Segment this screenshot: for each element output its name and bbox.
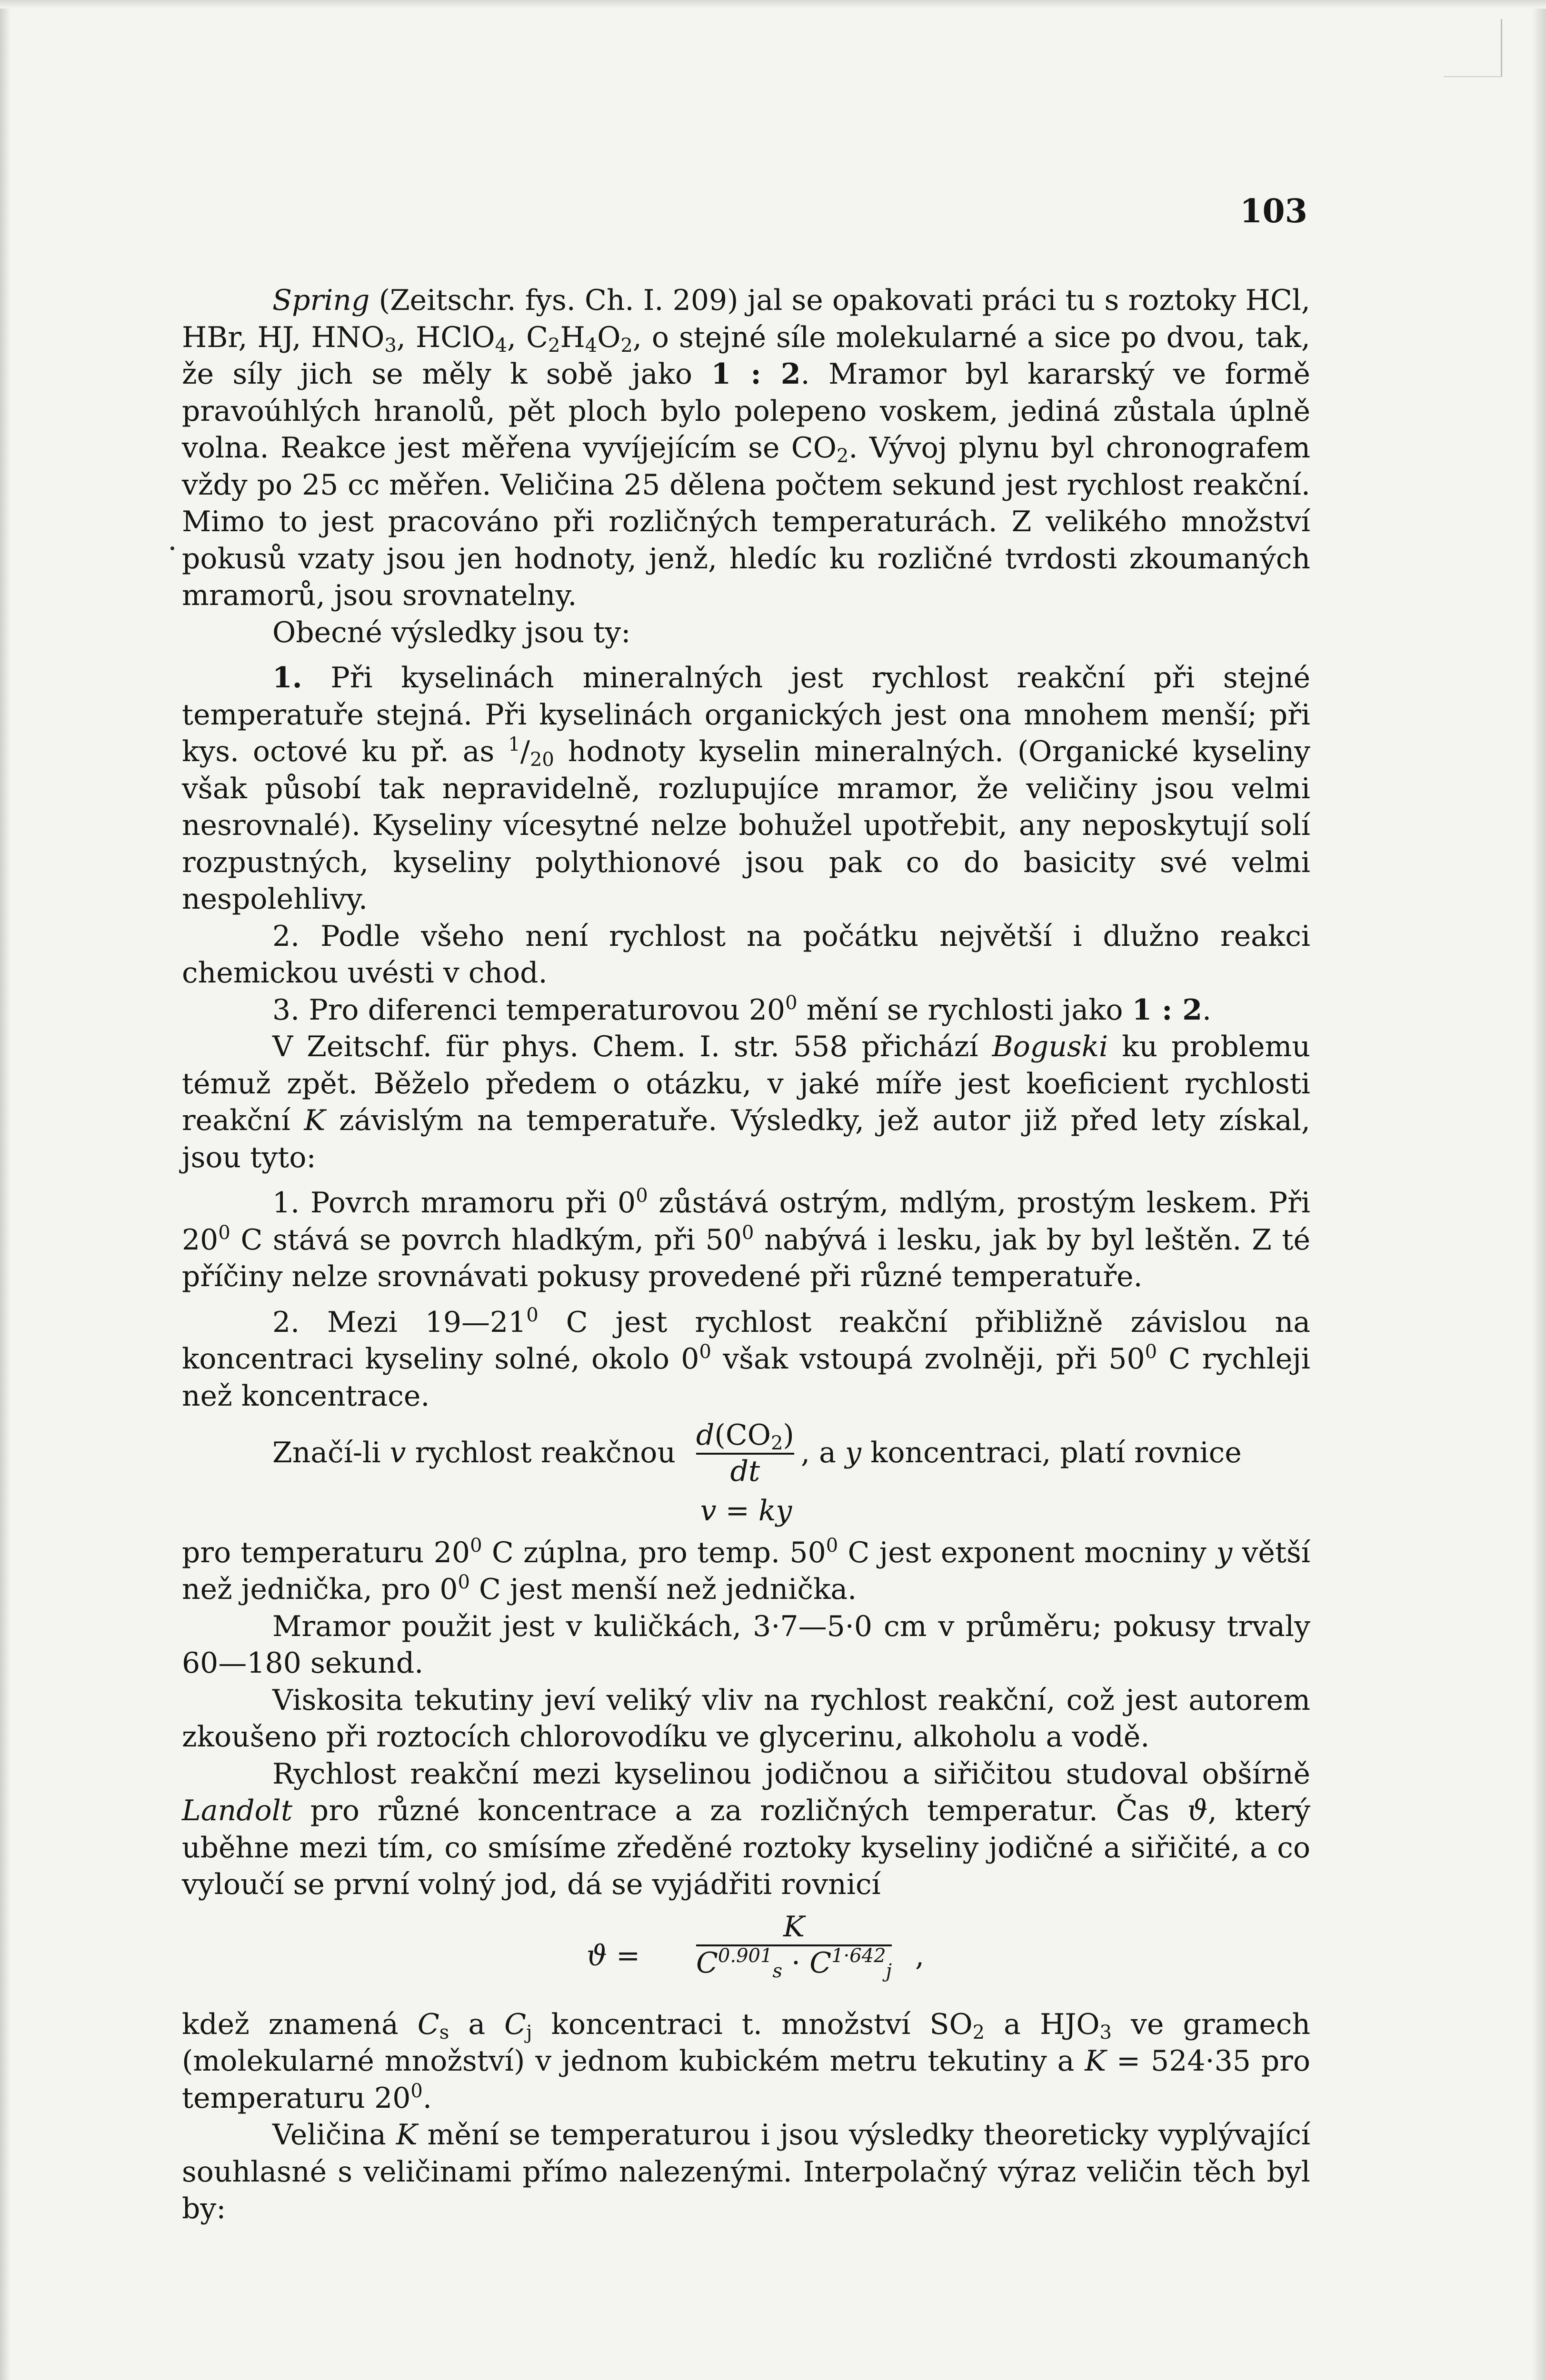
paragraph-viscosity: Viskosita tekutiny jeví veliký vliv na rychlost reakční, což jest autorem zkoušeno při roztocích chlorovodíku ve glycerinu, alkoholu a vodě. bbox=[182, 1683, 1310, 1754]
fraction-denominator: dt bbox=[730, 1455, 760, 1488]
paragraph-result-1: 1. Při kyselinách mineralných jest rychlost reakční při stejné temperatuře stejná. Při kyselinách organických jest ona mnohem menší; při kys. octové ku př. as $^1/_{20}$ hodnoty kyselin mineralných. (Organické kyseliny však působí tak nepravidelně, rozlupujíce mramor, že veličiny jsou velmi nesrovnalé). Kyseliny vícesytné nelze bohužel upotřebit, any neposkytují solí rozpustných, kyseliny polythionové jsou pak co do basicity své velmi nespolehlivy. bbox=[182, 661, 1310, 916]
variable: C bbox=[504, 2007, 527, 2041]
text: , který uběhne mezi tím, co smísíme zředěné roztoky kyseliny jodičné a siřičité, a co vyloučí se první volný jod, dá se vyjádřiti rovnicí bbox=[182, 1794, 1311, 1901]
scan-edge-left bbox=[0, 0, 10, 2380]
paragraph-result-3 bbox=[182, 992, 1310, 1029]
subscript: 4 bbox=[495, 334, 508, 357]
text: Rychlost reakční mezi kyselinou jodičnou a siřičitou studoval obšírně bbox=[272, 1757, 1310, 1791]
text: však vstoupá zvolněji, při 50 bbox=[711, 1342, 1145, 1376]
author-name: Boguski bbox=[992, 1030, 1108, 1063]
subscript: s bbox=[772, 1960, 782, 1982]
fraction-denominator: 20 bbox=[529, 749, 554, 771]
author-name: Landolt bbox=[182, 1794, 293, 1827]
text: závislým na temperatuře. Výsledky, jež autor již před lety získal, jsou tyto: bbox=[182, 1104, 1310, 1174]
text: (CO bbox=[714, 1418, 771, 1452]
text: , HClO bbox=[396, 320, 495, 354]
text: C jest exponent mocniny bbox=[838, 1536, 1217, 1569]
subscript: 3 bbox=[1099, 2021, 1112, 2043]
text: C jest rychlost reakční přibližně závislou na koncentraci kyseliny solné, okolo 0 bbox=[182, 1305, 1310, 1376]
exponent: 0.901 bbox=[718, 1944, 773, 1967]
text: 2. Mezi 19—21 bbox=[272, 1305, 527, 1339]
text: koncentraci, platí rovnice bbox=[861, 1436, 1242, 1469]
degree: 0 bbox=[1145, 1341, 1157, 1363]
equation-v-equals-ky: v = ky bbox=[700, 1494, 792, 1527]
variable: K bbox=[304, 1104, 326, 1137]
degree: 0 bbox=[636, 1185, 648, 1207]
text: 3. Pro diferenci temperaturovou 20 bbox=[272, 993, 786, 1027]
text: H bbox=[560, 320, 585, 354]
page-body bbox=[182, 282, 1310, 2228]
text: Veličina bbox=[272, 2118, 396, 2152]
paragraph-marble: Mramor použit jest v kuličkách, 3·7—5·0 cm v průměru; pokusy trvaly 60—180 sekund. bbox=[182, 1609, 1310, 1680]
text: pro různé koncentrace a za rozličných temperatur. Čas bbox=[292, 1794, 1187, 1827]
exponent: 1·642 bbox=[831, 1944, 886, 1967]
paragraph-results-heading: Obecné výsledky jsou ty: bbox=[272, 615, 631, 649]
text: pro temperaturu 20 bbox=[182, 1536, 470, 1569]
ink-speck bbox=[170, 546, 174, 550]
text: a bbox=[449, 2007, 505, 2041]
degree: 0 bbox=[742, 1221, 754, 1244]
variable: y bbox=[1216, 1536, 1233, 1569]
equation-landolt bbox=[182, 1910, 1310, 2001]
text: ) bbox=[783, 1418, 794, 1452]
scan-edge-top bbox=[0, 0, 1546, 9]
variable: C bbox=[696, 1946, 718, 1980]
degree: 0 bbox=[826, 1534, 838, 1557]
text: C jest menší než jednička. bbox=[469, 1573, 857, 1606]
text: , a bbox=[801, 1436, 845, 1469]
text: . Vývoj plynu byl chronografem vždy po 25 cc měřen. Veličina 25 dělena počtem sekund jest rychlost reakční. Mimo to jest pracováno při rozličných temperaturách. Z velikého množství pokusů vzaty jsou jen hodnoty, jenž, hledíc ku rozličné tvrdosti zkoumaných mramorů, jsou srovnatelny. bbox=[182, 431, 1310, 612]
text: . bbox=[1202, 993, 1212, 1027]
text: rychlost reakčnou bbox=[406, 1436, 676, 1469]
variable: K bbox=[1085, 2044, 1107, 2078]
text: Při kyselinách mineralných jest rychlost reakční při stejné temperatuře stejná. Při kyselinách organických jest ona mnohem menší; při kys. octové ku př. as bbox=[182, 661, 1310, 768]
author-name: Spring bbox=[272, 284, 370, 317]
variable: C bbox=[417, 2007, 439, 2041]
variable: ϑ bbox=[1187, 1794, 1208, 1827]
item-number: 1. bbox=[272, 661, 302, 694]
paragraph-temperature-exponent bbox=[182, 1535, 1310, 1608]
equation-lead-text bbox=[272, 1435, 676, 1472]
text: O bbox=[597, 320, 621, 354]
text: , o stejné síle molekularné a sice po dvou, tak, že síly jich se měly k sobě jako bbox=[182, 320, 1310, 391]
paragraph-spring bbox=[182, 282, 1310, 615]
text: a HJO bbox=[985, 2007, 1100, 2041]
degree: 0 bbox=[410, 2080, 423, 2102]
text: ve gramech (molekularné množství) v jednom kubickém metru tekutiny a bbox=[182, 2007, 1311, 2078]
variable: K bbox=[396, 2118, 418, 2152]
variable: y bbox=[845, 1436, 861, 1469]
text: nabývá i lesku, jak by byl leštěn. Z té příčiny nelze srovnávati pokusy provedené při různé temperatuře. bbox=[182, 1223, 1310, 1293]
punctuation: , bbox=[915, 1939, 925, 1973]
subscript: 2 bbox=[972, 2021, 985, 2043]
subscript: 2 bbox=[770, 1432, 783, 1454]
ratio: 1 : 2 bbox=[711, 357, 801, 391]
text: zůstává ostrým, mdlým, prostým leskem. Při 20 bbox=[182, 1186, 1310, 1257]
paragraph-concentration bbox=[182, 2006, 1310, 2117]
text: . Mramor byl kararský ve formě pravoúhlých hranolů, pět ploch bylo polepeno voskem, jediná zůstala úplně volna. Reakce jest měřena vyvíjejícím se CO bbox=[182, 357, 1310, 465]
text: C stává se povrch hladkým, při 50 bbox=[230, 1223, 742, 1257]
text: C rychleji než koncentrace. bbox=[182, 1342, 1310, 1413]
text: koncentraci t. množství SO bbox=[532, 2007, 973, 2041]
paragraph-result-2: 2. Podle všeho není rychlost na počátku největší i dlužno reakci chemickou uvésti v chod. bbox=[182, 919, 1310, 990]
fraction-numerator: K bbox=[783, 1910, 805, 1944]
variable: C bbox=[809, 1946, 832, 1980]
degree: 0 bbox=[218, 1221, 230, 1244]
degree: 0 bbox=[785, 992, 798, 1014]
subscript: j bbox=[526, 2021, 532, 2043]
equation-trail-text bbox=[801, 1435, 1242, 1472]
fraction-numerator bbox=[696, 1418, 794, 1452]
equation-rate-definition bbox=[182, 1418, 1310, 1490]
variable: v bbox=[389, 1436, 406, 1469]
subscript: 2 bbox=[836, 445, 849, 467]
text: větší než jednička, pro 0 bbox=[182, 1536, 1310, 1606]
subscript: s bbox=[439, 2021, 449, 2043]
subscript: 3 bbox=[384, 334, 397, 357]
paragraph-boguski bbox=[182, 1029, 1310, 1176]
fraction-denominator bbox=[696, 1944, 892, 1982]
paragraph-interpolation bbox=[182, 2117, 1310, 2228]
fraction-dco2-dt bbox=[696, 1418, 794, 1487]
subscript: 2 bbox=[620, 334, 633, 357]
fraction-k-over-c bbox=[696, 1910, 892, 1982]
page-number: 103 bbox=[1240, 192, 1307, 230]
text: Značí-li bbox=[272, 1436, 390, 1469]
text: = 524·35 pro temperaturu 20 bbox=[182, 2044, 1310, 2115]
paragraph-boguski-2 bbox=[182, 1304, 1310, 1415]
text: 1. Povrch mramoru při 0 bbox=[272, 1186, 636, 1220]
equation-lhs: ϑ = bbox=[587, 1939, 640, 1973]
scan-edge-right bbox=[1532, 0, 1546, 2380]
text: kdež znamená bbox=[182, 2007, 418, 2041]
ratio: 1 : 2 bbox=[1132, 993, 1202, 1027]
fraction-numerator: 1 bbox=[508, 734, 520, 755]
degree: 0 bbox=[699, 1341, 711, 1363]
degree: 0 bbox=[470, 1534, 482, 1557]
text: mění se rychlosti jako bbox=[797, 993, 1132, 1027]
text: mění se temperaturou i jsou výsledky theoreticky vyplývající souhlasné s veličinami přímo nalezenými. Interpolačný výraz veličin těch byl by: bbox=[182, 2118, 1310, 2225]
operator: · bbox=[782, 1946, 810, 1980]
scan-corner-mark bbox=[1444, 19, 1502, 77]
text: hodnoty kyselin mineralných. (Organické kyseliny však působí tak nepravidelně, rozlupujíce mramor, že veličiny jsou velmi nesrovnalé). Kyseliny vícesytné nelze bohužel upotřebit, any neposkytují solí rozpustných, kyseliny polythionové jsou pak co do basicity své velmi nespolehlivy. bbox=[182, 735, 1310, 916]
text: (Zeitschr. fys. Ch. I. 209) jal se opakovati práci tu s roztoky HCl, HBr, HJ, HNO bbox=[182, 284, 1310, 354]
text: . bbox=[422, 2081, 432, 2115]
text: , C bbox=[507, 320, 548, 354]
text: C zúplna, pro temp. 50 bbox=[482, 1536, 826, 1569]
subscript: 4 bbox=[585, 334, 598, 357]
subscript: 2 bbox=[548, 334, 560, 357]
degree: 0 bbox=[458, 1571, 470, 1593]
subscript: j bbox=[886, 1960, 892, 1982]
text: d bbox=[696, 1418, 715, 1452]
degree: 0 bbox=[526, 1304, 539, 1326]
text: ku problemu témuž zpět. Běželo předem o otázku, v jaké míře jest koeficient rychlosti reakční bbox=[182, 1030, 1311, 1137]
paragraph-boguski-1 bbox=[182, 1185, 1310, 1296]
text: V Zeitschf. für phys. Chem. I. str. 558 přichází bbox=[272, 1030, 992, 1063]
paragraph-landolt bbox=[182, 1756, 1310, 1904]
